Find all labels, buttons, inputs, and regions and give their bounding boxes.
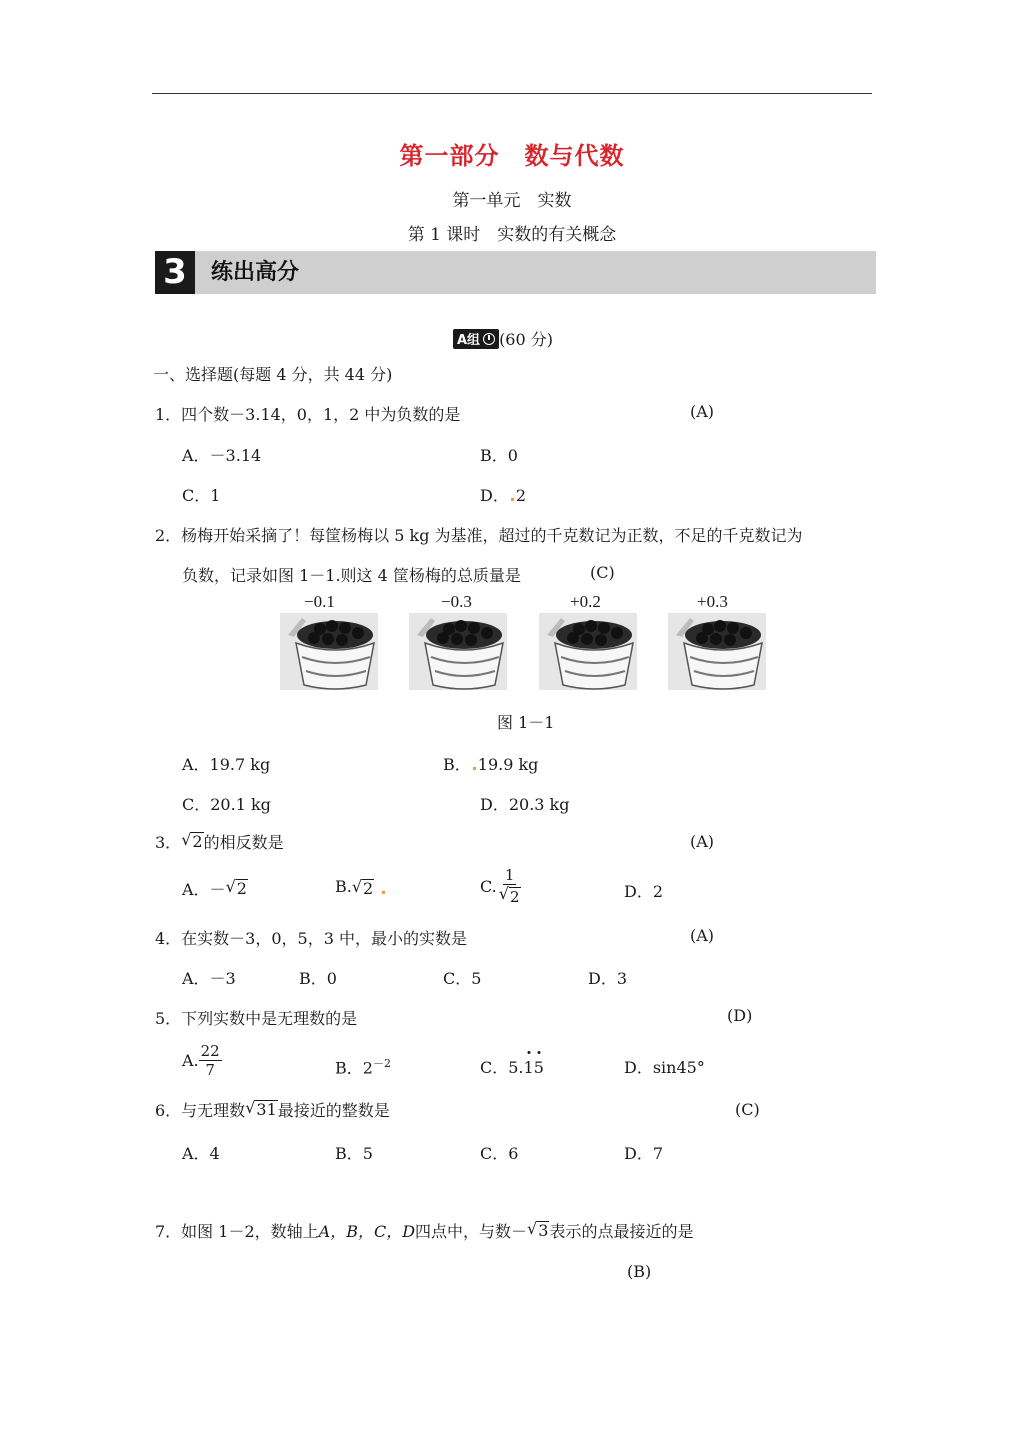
q3-option-b-radicand: 2	[363, 879, 374, 898]
q1-stem: 1．四个数－3.14，0，1，2 中为负数的是	[155, 405, 461, 424]
q1-option-d-letter: D．	[480, 486, 509, 505]
q3-option-c-radicand: 2	[509, 888, 520, 906]
section-heading: 一、选择题(每题 4 分，共 44 分)	[153, 365, 393, 384]
q2-option-a: A．19.7 kg	[182, 755, 271, 774]
basket-label-1: −0.1	[304, 592, 335, 611]
sqrt-expression: √ 2	[498, 884, 520, 906]
q3-answer: (A)	[690, 832, 715, 851]
q1-option-a: A．－3.14	[182, 446, 262, 465]
q7-middle: 四点中，与数－	[415, 1222, 528, 1241]
group-score: (60 分)	[499, 330, 553, 349]
q3-option-b	[335, 877, 387, 898]
q3-radicand: 2	[192, 832, 203, 851]
q5-option-c-prefix: C．5.	[480, 1058, 524, 1077]
q2-answer: (C)	[590, 563, 615, 582]
sqrt-expression: √ 3	[527, 1219, 549, 1240]
q2-option-c: C．20.1 kg	[182, 795, 271, 814]
q4-option-d: D．3	[588, 969, 628, 988]
q3-prefix: 3．	[155, 833, 182, 852]
q6-suffix: 最接近的整数是	[277, 1101, 390, 1120]
q2-option-b-letter: B．	[443, 755, 471, 774]
q2-option-b	[443, 752, 538, 775]
q5-option-c	[480, 1055, 544, 1078]
q1-option-b: B．0	[480, 446, 518, 465]
q7-answer: (B)	[627, 1262, 652, 1281]
q1-option-d-value: 2	[515, 486, 527, 505]
part-title: 第一部分 数与代数	[399, 142, 625, 170]
group-badge	[453, 329, 499, 349]
q5-option-b-base: B．2	[335, 1058, 373, 1078]
q3-stem	[155, 830, 284, 853]
basket-label-2: −0.3	[441, 592, 472, 611]
sqrt-expression: √ 2	[351, 877, 374, 898]
q6-option-d: D．7	[624, 1144, 664, 1163]
q6-option-b: B．5	[335, 1144, 373, 1163]
q5-option-a-denominator: 7	[205, 1061, 215, 1079]
sqrt-expression: √ 31	[245, 1098, 277, 1119]
q2-stem-line1: 2．杨梅开始采摘了！每筐杨梅以 5 kg 为基准，超过的千克数记为正数，不足的千克数记为	[155, 526, 803, 545]
basket-image	[668, 613, 766, 690]
q4-option-a: A．－3	[182, 969, 236, 988]
fraction	[497, 866, 523, 906]
q5-option-d: D．sin45°	[624, 1058, 705, 1077]
q4-option-b: B．0	[299, 969, 337, 988]
q4-answer: (A)	[690, 926, 715, 945]
q4-stem: 4．在实数－3，0，5，3 中，最小的实数是	[155, 929, 467, 948]
basket-image	[280, 613, 378, 690]
top-rule	[152, 93, 872, 94]
basket-image	[539, 613, 637, 690]
q2-option-b-value: 19.9 kg	[477, 755, 539, 774]
q3-option-d: D．2	[624, 882, 664, 901]
q6-option-c: C．6	[480, 1144, 519, 1163]
group-badge-label: A组	[457, 333, 481, 348]
q5-option-a-numerator: 22	[200, 1042, 220, 1060]
banner-title: 练出高分	[211, 260, 300, 285]
q5-answer: (D)	[727, 1006, 753, 1025]
sqrt-expression: √ 2	[225, 877, 247, 898]
q7-points: A，B，C，D	[318, 1222, 416, 1241]
q3-option-a-prefix: A．－	[182, 880, 226, 899]
clock-icon	[483, 333, 495, 345]
q6-answer: (C)	[735, 1100, 760, 1119]
q7-suffix: 表示的点最接近的是	[549, 1222, 694, 1241]
banner-number: 3	[155, 251, 195, 294]
q3-option-b-prefix: B.	[335, 877, 352, 896]
fraction	[199, 1042, 222, 1079]
q5-stem: 5．下列实数中是无理数的是	[155, 1009, 358, 1028]
q2-option-d: D．20.3 kg	[480, 795, 570, 814]
answer-mark	[511, 498, 514, 501]
q5-option-a-prefix: A.	[182, 1051, 199, 1070]
q6-prefix: 6．与无理数	[155, 1101, 246, 1120]
q3-option-c	[480, 866, 523, 906]
q7-radicand: 3	[538, 1221, 549, 1240]
q1-option-d	[480, 483, 526, 506]
q3-option-a-radicand: 2	[236, 879, 247, 898]
group-heading	[453, 327, 553, 350]
sqrt-expression: √ 2	[181, 830, 203, 851]
q4-option-c: C．5	[443, 969, 482, 988]
section-banner	[155, 251, 876, 294]
q2-stem-line2: 负数，记录如图 1－1.则这 4 筐杨梅的总质量是	[182, 566, 521, 585]
q3-option-c-numerator: 1	[504, 866, 515, 884]
answer-mark	[382, 891, 385, 894]
lesson-title: 第 1 课时 实数的有关概念	[407, 225, 617, 245]
q3-option-a	[182, 877, 248, 900]
unit-title: 第一单元 实数	[452, 191, 572, 211]
q5-option-a	[182, 1042, 222, 1079]
q5-option-c-repeating-digit: 1	[523, 1058, 534, 1077]
basket-image	[409, 613, 507, 690]
q6-stem	[155, 1098, 390, 1121]
basket-label-3: +0.2	[570, 592, 601, 611]
q5-option-c-repeating-digit: 5	[533, 1058, 544, 1077]
q7-stem	[155, 1219, 693, 1242]
q5-option-b-exponent: －2	[372, 1057, 391, 1070]
figure-caption: 图 1－1	[497, 713, 555, 732]
q6-option-a: A．4	[182, 1144, 220, 1163]
answer-mark	[473, 767, 476, 770]
q1-option-c: C．1	[182, 486, 221, 505]
q3-option-c-prefix: C.	[480, 876, 497, 896]
q1-answer: (A)	[690, 402, 715, 421]
q5-option-b	[335, 1055, 391, 1078]
q6-radicand: 31	[256, 1100, 277, 1119]
q7-prefix: 7．如图 1－2，数轴上	[155, 1222, 319, 1241]
q3-suffix: 的相反数是	[203, 833, 284, 852]
basket-label-4: +0.3	[697, 592, 728, 611]
